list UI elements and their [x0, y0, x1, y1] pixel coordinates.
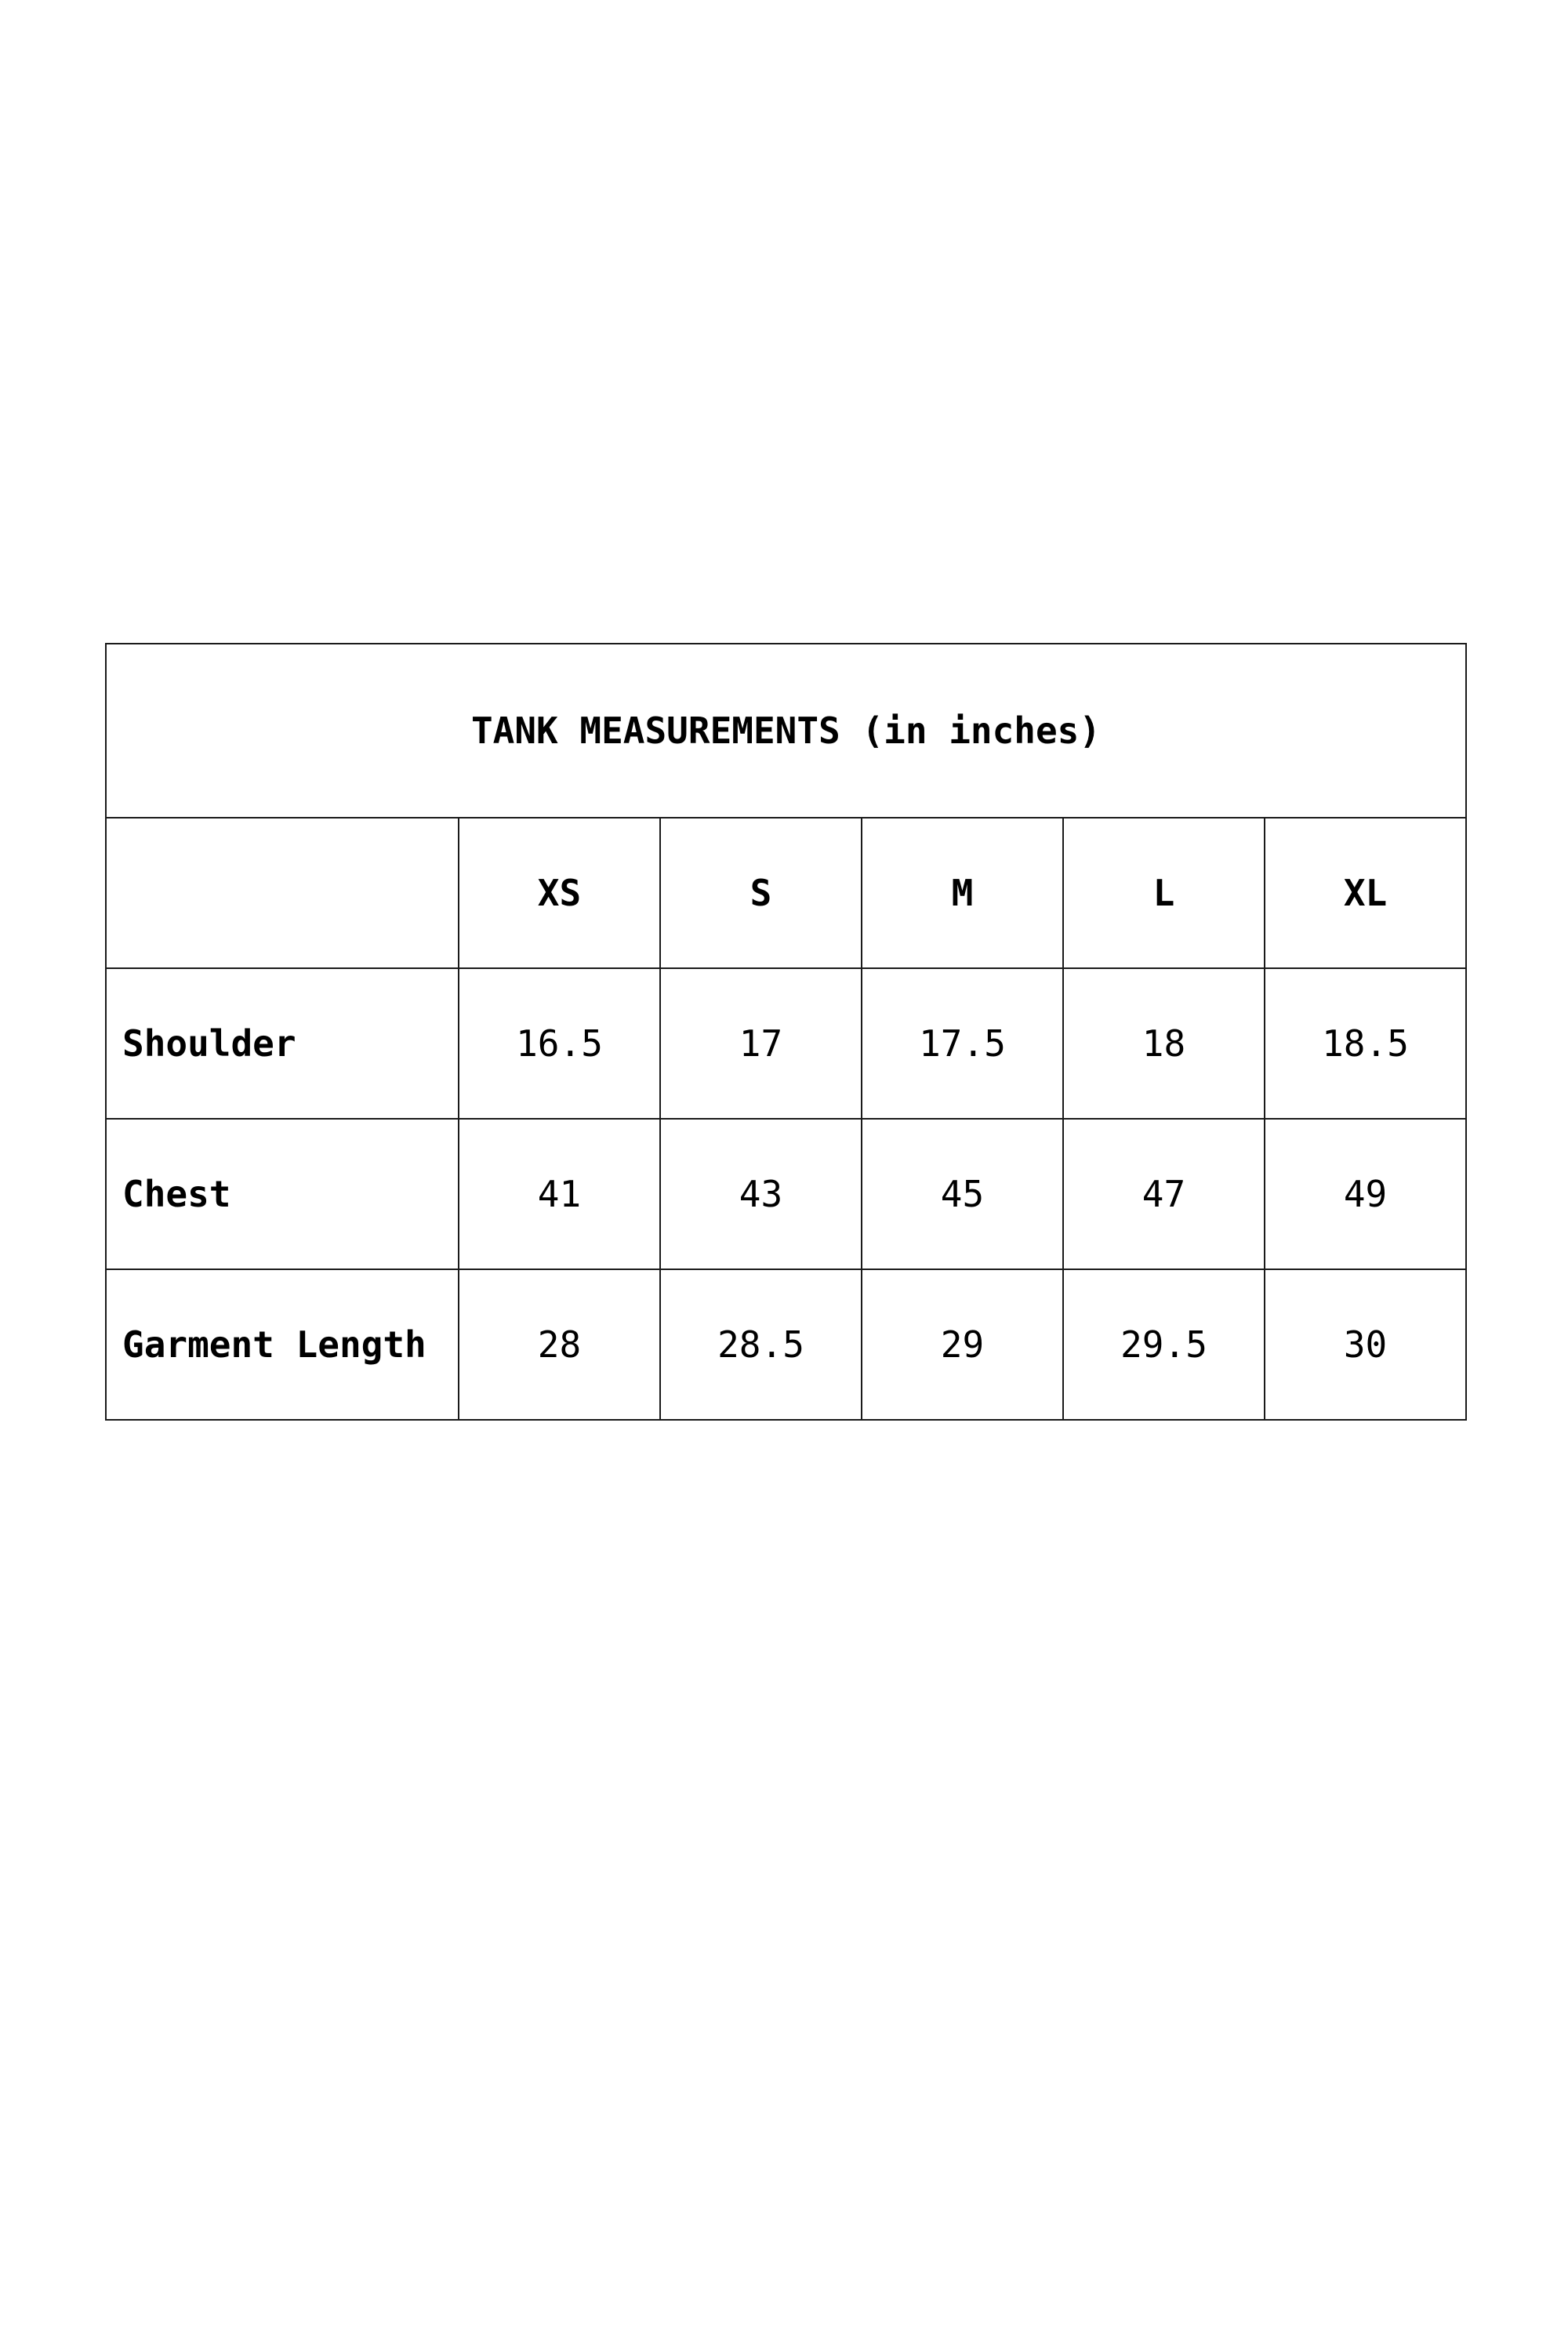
table-cell: 18.5 [1265, 968, 1466, 1119]
table-cell: 49 [1265, 1119, 1466, 1269]
table-cell: 17.5 [862, 968, 1063, 1119]
table-cell: 45 [862, 1119, 1063, 1269]
table-row-shoulder [106, 968, 1466, 1119]
table-cell: 28 [459, 1269, 660, 1420]
size-header-m: M [862, 818, 1063, 968]
size-header-row [106, 818, 1466, 968]
title-row [106, 644, 1466, 818]
corner-cell [106, 818, 459, 968]
table-cell: 28.5 [660, 1269, 862, 1420]
row-label: Chest [106, 1119, 459, 1269]
table-cell: 17 [660, 968, 862, 1119]
row-label: Shoulder [106, 968, 459, 1119]
size-header-xs: XS [459, 818, 660, 968]
table-cell: 18 [1063, 968, 1265, 1119]
table-row-garment-length [106, 1269, 1466, 1420]
table-cell: 29 [862, 1269, 1063, 1420]
table-title: TANK MEASUREMENTS (in inches) [106, 644, 1466, 818]
size-header-xl: XL [1265, 818, 1466, 968]
table-cell: 47 [1063, 1119, 1265, 1269]
table-cell: 30 [1265, 1269, 1466, 1420]
table-cell: 41 [459, 1119, 660, 1269]
table-cell: 16.5 [459, 968, 660, 1119]
table-cell: 43 [660, 1119, 862, 1269]
size-header-l: L [1063, 818, 1265, 968]
table-row-chest [106, 1119, 1466, 1269]
size-header-s: S [660, 818, 862, 968]
size-chart-table [105, 643, 1467, 1421]
table-cell: 29.5 [1063, 1269, 1265, 1420]
row-label: Garment Length [106, 1269, 459, 1420]
